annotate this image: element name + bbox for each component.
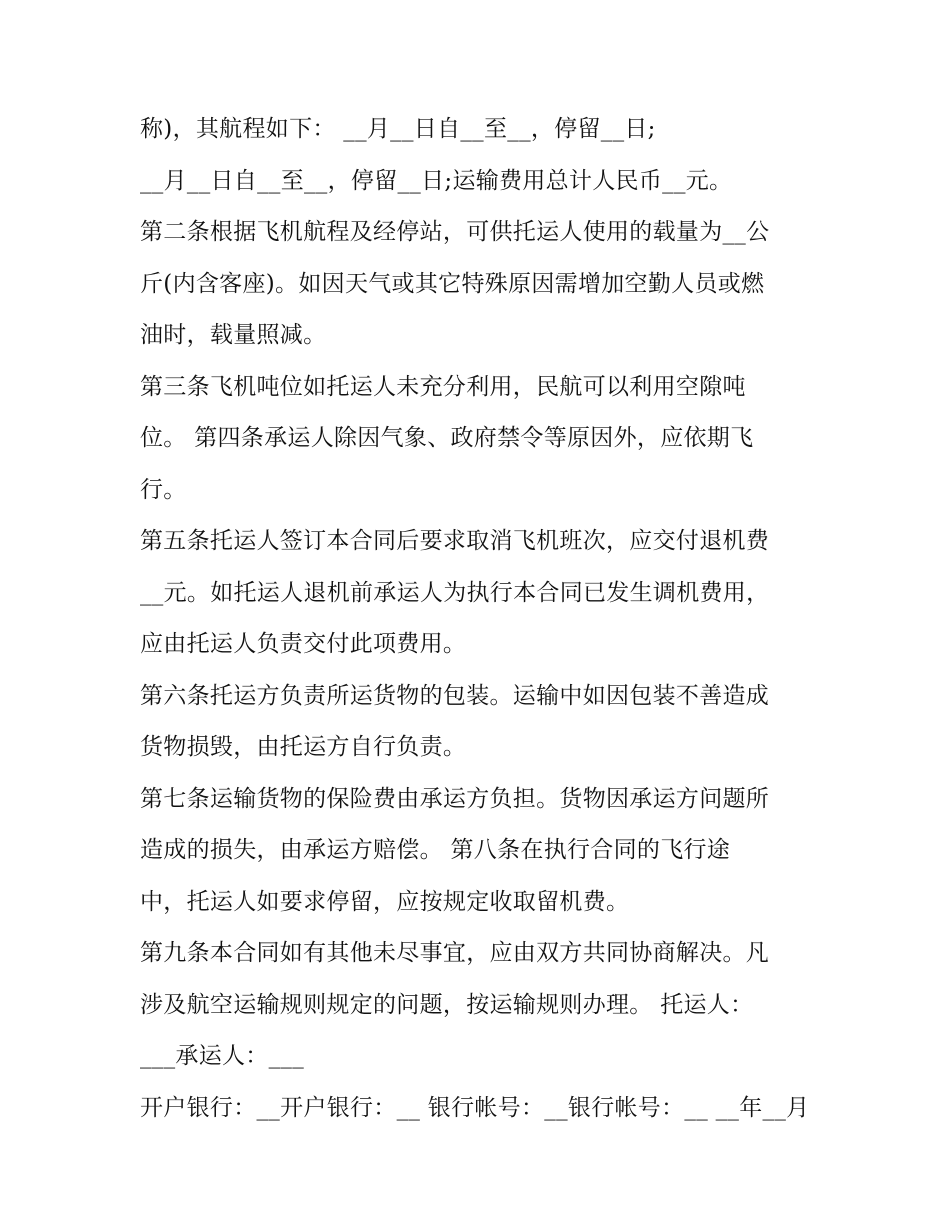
text-line: ___承运人：___: [140, 1043, 304, 1069]
text-line: 开户银行：__开户银行：__ 银行帐号：__银行帐号：__ __年__月: [140, 1094, 810, 1121]
text-line: 第五条托运人签订本合同后要求取消飞机班次，应交付退机费: [140, 528, 770, 554]
text-line: 造成的损失，由承运方赔偿。 第八条在执行合同的飞行途: [140, 837, 731, 863]
text-line: 第二条根据飞机航程及经停站，可供托运人使用的载量为__公: [140, 219, 770, 245]
text-line: 涉及航空运输规则规定的问题，按运输规则办理。 托运人：: [140, 991, 754, 1018]
text-line: 中，托运人如要求停留，应按规定收取留机费。: [140, 888, 630, 915]
text-line: 第七条运输货物的保险费由承运方负担。货物因承运方问题所: [140, 785, 770, 812]
text-line: 位。 第四条承运人除因气象、政府禁令等原因外，应依期飞: [140, 425, 754, 451]
text-line: 第六条托运方负责所运货物的包装。运输中如因包装不善造成: [140, 682, 770, 709]
text-line: 货物损毁，由托运方自行负责。: [140, 734, 467, 760]
text-line: 第九条本合同如有其他未尽事宜，应由双方共同协商解决。凡: [140, 940, 770, 966]
contract-text: [140, 104, 820, 1134]
text-line: 应由托运人负责交付此项费用。: [140, 631, 467, 657]
text-line: 称)，其航程如下： __月__日自__至__，停留__日;: [140, 116, 656, 142]
text-line: 油时，载量照减。: [140, 322, 327, 348]
text-line: __元。如托运人退机前承运人为执行本合同已发生调机费用，: [140, 579, 770, 606]
text-line: __月__日自__至__，停留__日;运输费用总计人民币__元。: [140, 167, 733, 194]
text-line: 行。: [140, 476, 187, 503]
text-line: 第三条飞机吨位如托运人未充分利用，民航可以利用空隙吨: [140, 373, 746, 400]
text-line: 斤(内含客座)。如因天气或其它特殊原因需增加空勤人员或燃: [140, 270, 765, 297]
